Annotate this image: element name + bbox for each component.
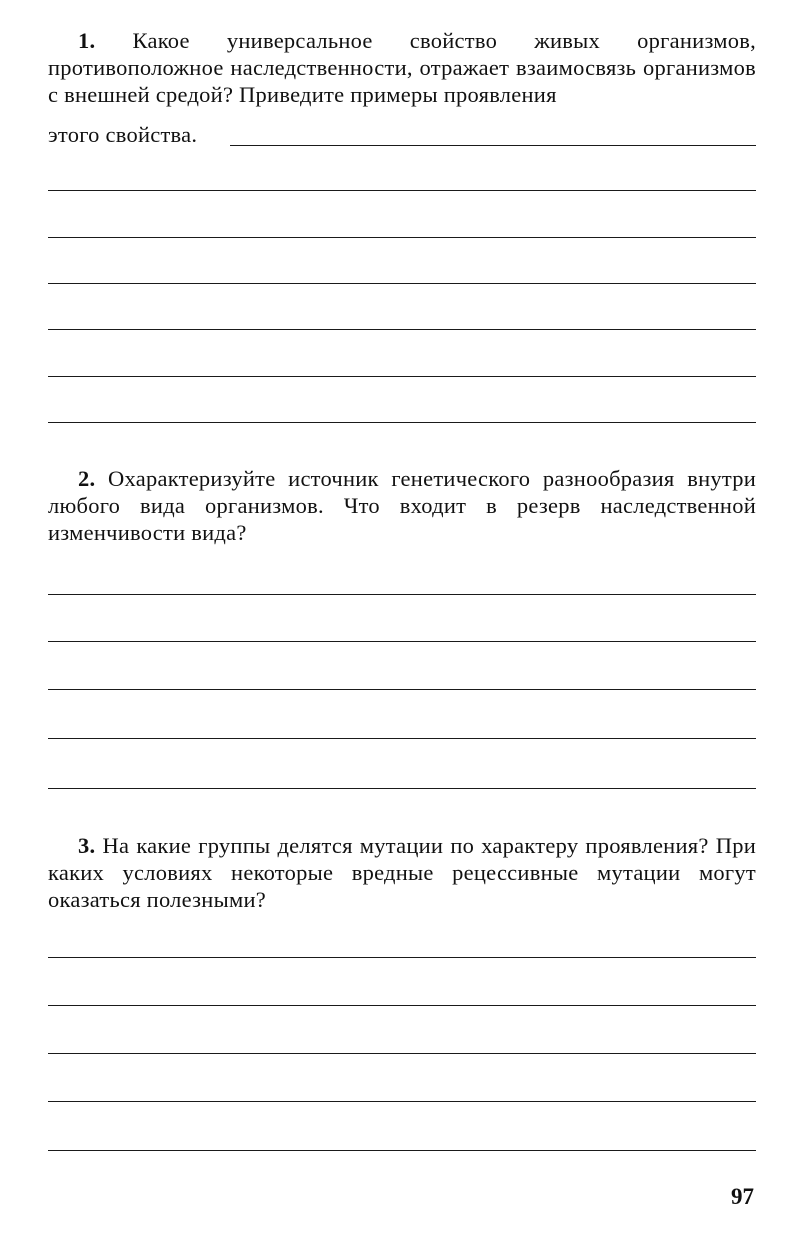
answer-line[interactable] (48, 1005, 756, 1006)
answer-line[interactable] (48, 190, 756, 191)
question-1-tail: этого свойства. (48, 122, 198, 147)
answer-line[interactable] (48, 376, 756, 377)
page-number: 97 (731, 1184, 754, 1209)
answer-line[interactable] (48, 1101, 756, 1102)
answer-line[interactable] (48, 1150, 756, 1151)
answer-line[interactable] (48, 641, 756, 642)
question-2 (48, 465, 756, 546)
question-2-number: 2. (78, 466, 96, 491)
answer-line[interactable] (48, 422, 756, 423)
answer-line[interactable] (48, 689, 756, 690)
answer-line[interactable] (48, 1053, 756, 1054)
answer-line[interactable] (48, 957, 756, 958)
answer-line[interactable] (48, 738, 756, 739)
answer-line[interactable] (48, 237, 756, 238)
question-3 (48, 832, 756, 913)
answer-line[interactable] (230, 145, 756, 146)
answer-line[interactable] (48, 788, 756, 789)
answer-line[interactable] (48, 329, 756, 330)
question-1-text: Какое универсальное свойство живых организмов, противоположное наследственности, отражает взаимосвязь организмов с внешней средой? Приведите примеры проявления (48, 28, 757, 107)
question-3-text: На какие группы делятся мутации по характеру проявления? При каких условиях некоторые вредные рецессивные мутации могут оказаться полезными? (48, 833, 756, 912)
question-1 (48, 27, 756, 108)
answer-line[interactable] (48, 283, 756, 284)
answer-line[interactable] (48, 594, 756, 595)
question-3-number: 3. (78, 833, 96, 858)
question-1-number: 1. (78, 28, 96, 53)
question-2-text: Охарактеризуйте источник генетического разнообразия внутри любого вида организмов. Что входит в резерв наследственной изменчивости вида? (48, 466, 757, 545)
